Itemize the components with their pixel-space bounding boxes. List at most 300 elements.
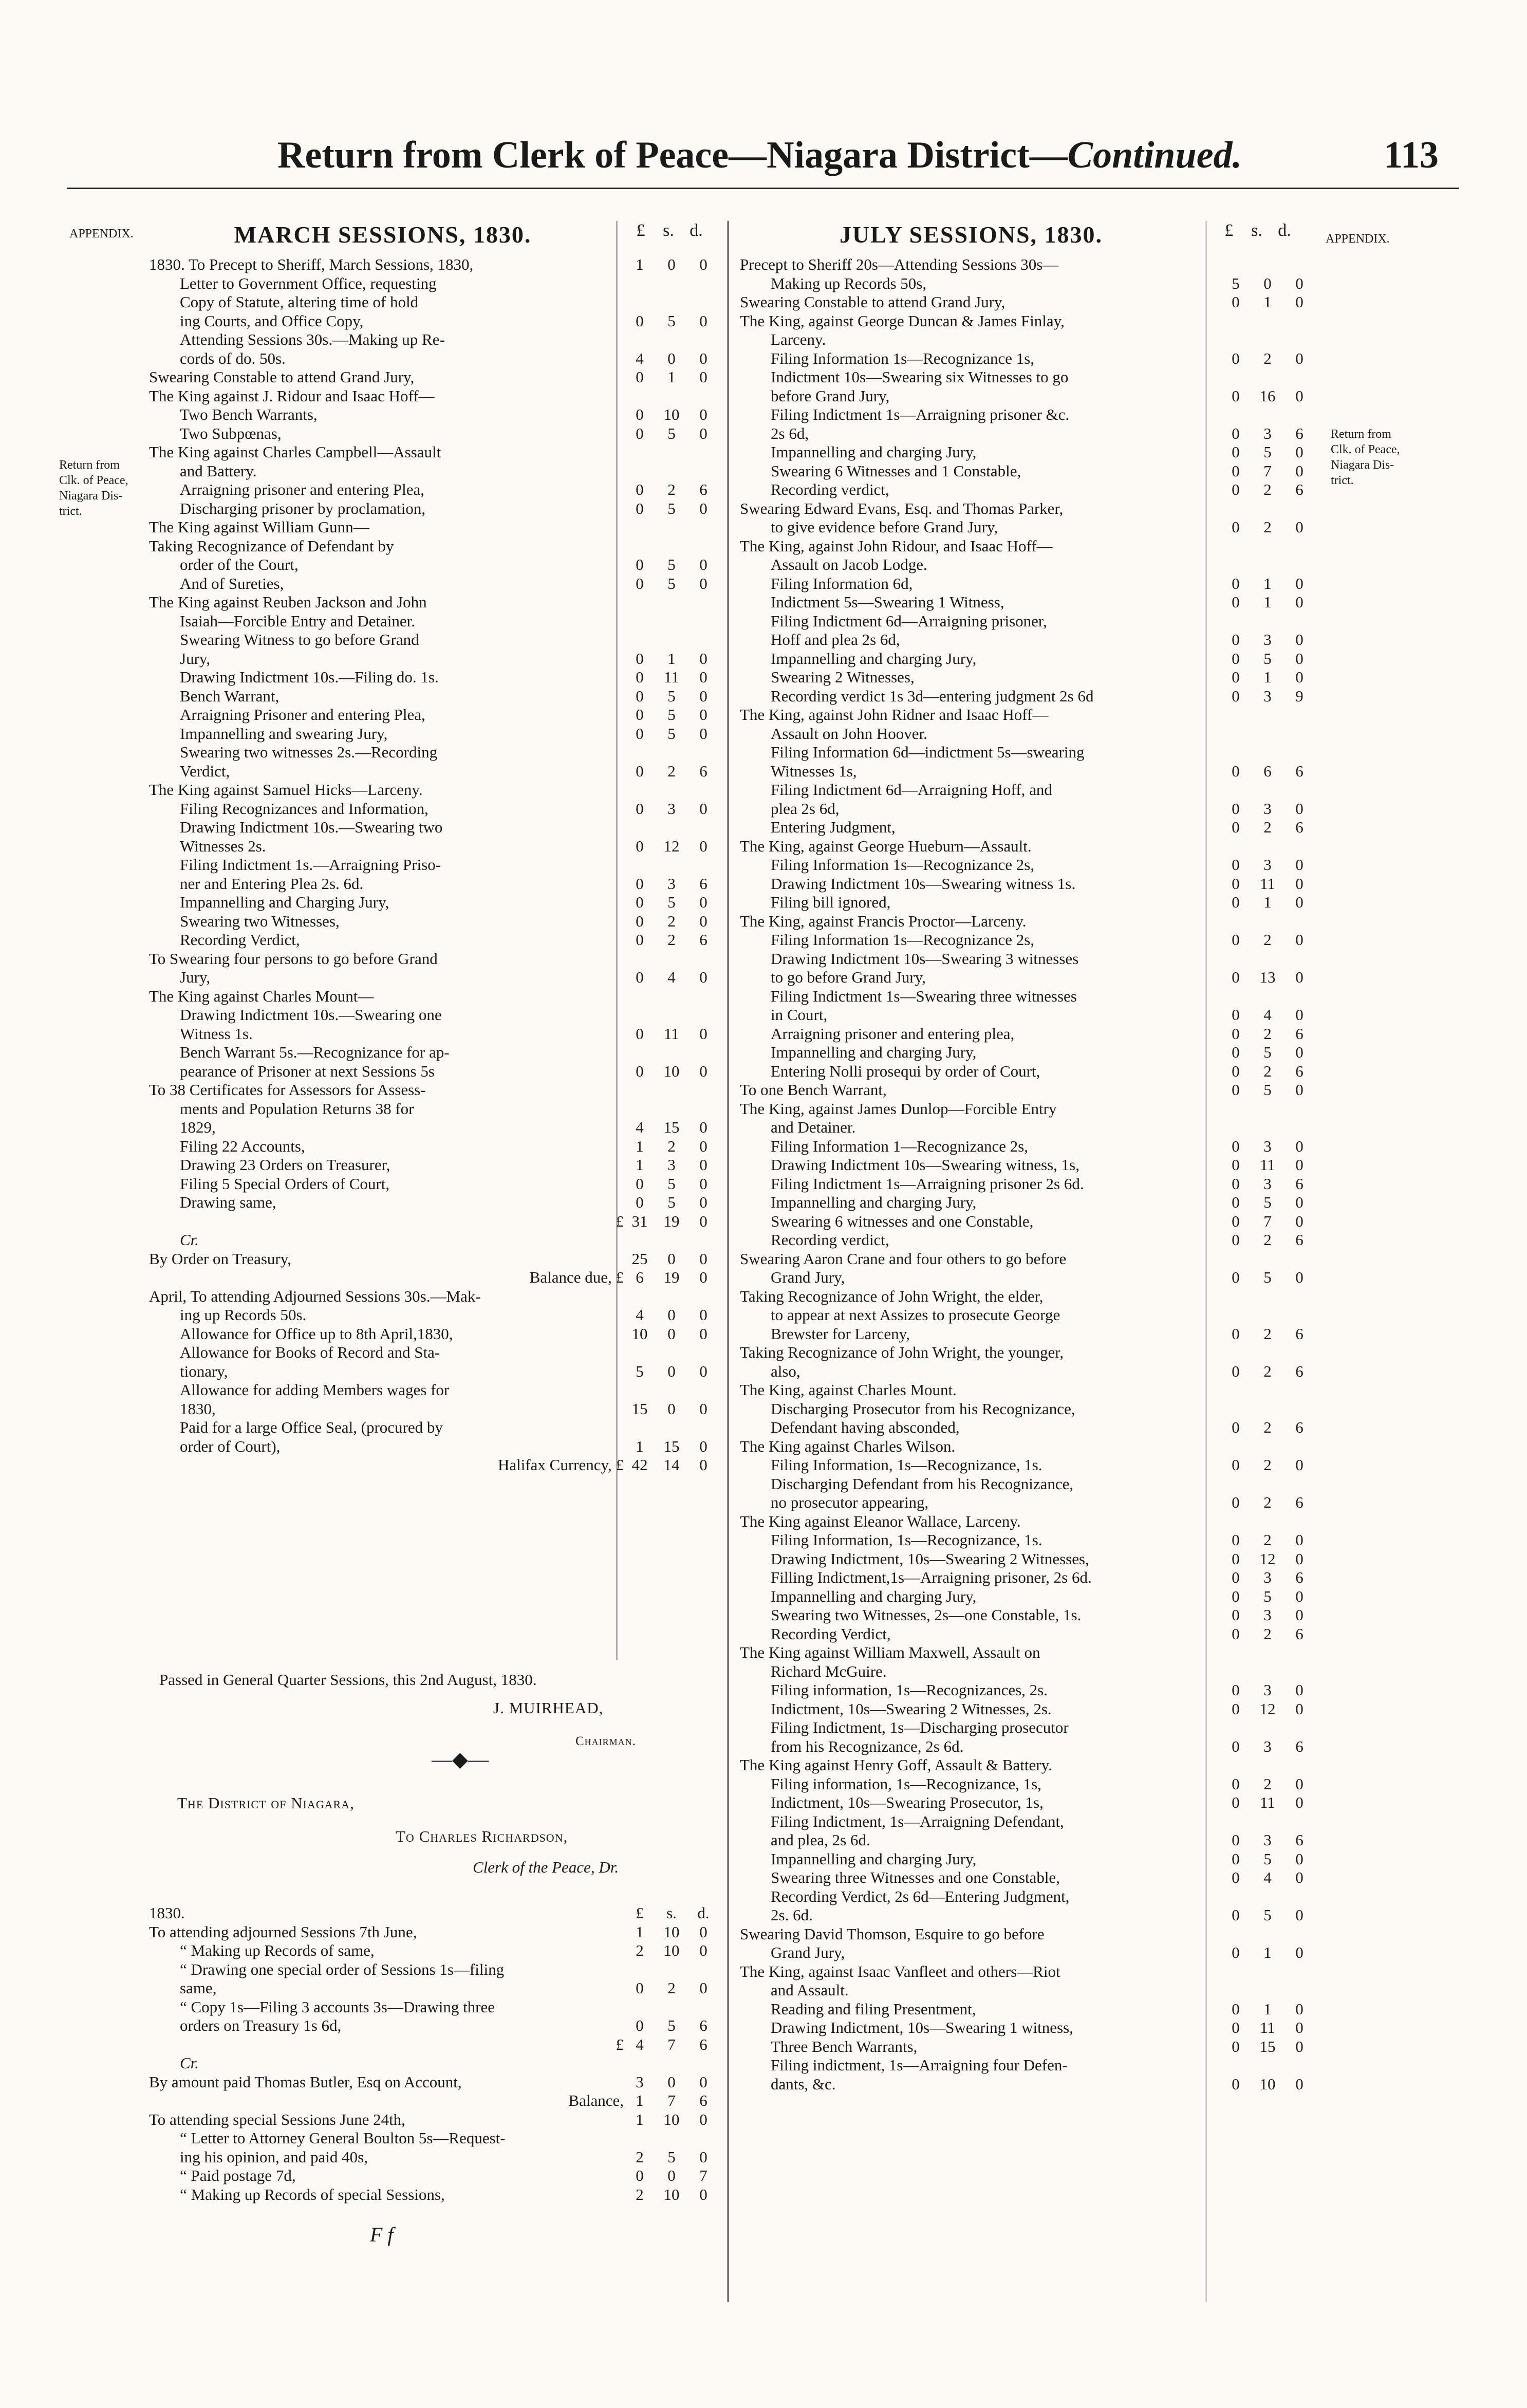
entry-row	[740, 1812, 1315, 1831]
entry-text: Filing Information 6d,	[771, 574, 913, 592]
entry-text: The King against Charles Wilson.	[740, 1437, 956, 1455]
pounds-value: 0	[636, 499, 644, 517]
entry-row	[149, 668, 719, 687]
entry-amount	[624, 1025, 719, 1044]
entry-text: Brewster for Larceny,	[771, 1324, 910, 1343]
entry-row	[149, 2054, 719, 2073]
pounds-value: 0	[636, 1024, 644, 1043]
entry-text: Filing Information, 1s—Recognizance, 1s.	[771, 1531, 1042, 1549]
pence-value: 0	[1295, 1681, 1303, 1699]
pounds-value: 0	[636, 687, 644, 705]
entry-text: Copy of Statute, altering time of hold	[180, 293, 419, 311]
entry-row	[740, 462, 1315, 481]
entry-row	[149, 1456, 719, 1475]
entry-row	[149, 1400, 719, 1419]
shillings-value: 15	[1259, 2037, 1276, 2055]
pounds-value: 5	[636, 1362, 644, 1380]
pence-value: 6	[1295, 1324, 1303, 1343]
pence-value: 0	[1295, 2074, 1303, 2093]
entry-text: Swearing Constable to attend Grand Jury,	[149, 368, 415, 386]
pounds-value: 0	[636, 1062, 644, 1080]
entry-amount	[624, 687, 719, 706]
entry-row	[740, 1868, 1315, 1887]
entry-row	[740, 312, 1315, 331]
entry-text: The King against Eleanor Wallace, Larceny.	[740, 1512, 1021, 1530]
pounds-value: 0	[1232, 1456, 1240, 1474]
entry-text: The King, against Isaac Vanfleet and others—Riot	[740, 1962, 1060, 1980]
entry-row	[740, 1793, 1315, 1812]
shillings-value: 1	[1263, 1943, 1272, 1961]
entry-row	[149, 255, 719, 274]
shillings-value: 2	[1263, 480, 1272, 498]
entry-amount	[1220, 1906, 1315, 1925]
entry-amount	[624, 2166, 719, 2185]
pounds-value: 0	[1232, 2037, 1240, 2055]
pounds-value: 4	[636, 2035, 644, 2053]
entry-amount	[624, 1268, 719, 1287]
pence-value: 6	[1295, 1737, 1303, 1755]
entry-row	[740, 1100, 1315, 1119]
entry-row	[740, 1643, 1315, 1662]
entry-amount	[1220, 1681, 1315, 1700]
entry-row	[740, 1437, 1315, 1456]
entry-row	[149, 2073, 719, 2092]
entry-row	[740, 1493, 1315, 1512]
pounds-value: 0	[636, 706, 644, 724]
entry-amount	[624, 1941, 719, 1960]
pence-value: 6	[699, 2035, 707, 2053]
shillings-value: 2	[1263, 1324, 1272, 1343]
entry-amount	[1220, 668, 1315, 687]
pence-value: 0	[699, 1456, 707, 1474]
entry-text: The King, against Francis Proctor—Larceny.	[740, 912, 1027, 930]
entry-amount	[624, 349, 719, 368]
shillings-value: 2	[1263, 1362, 1272, 1380]
entry-text: from his Recognizance, 2s 6d.	[771, 1737, 964, 1755]
entry-text: Filing Information 1—Recognizance 2s,	[771, 1137, 1029, 1155]
entry-text: Recording verdict,	[771, 480, 889, 498]
entry-amount	[1220, 1362, 1315, 1381]
entry-row	[149, 1437, 719, 1456]
entry-amount	[624, 1362, 719, 1381]
entry-amount	[1220, 293, 1315, 312]
entry-row	[740, 1981, 1315, 2000]
pounds-value: 3	[636, 2072, 644, 2091]
entry-amount	[1220, 818, 1315, 837]
entry-amount	[1220, 800, 1315, 819]
entry-text: Swearing Edward Evans, Esq. and Thomas Parker,	[740, 499, 1064, 517]
pence-value: 0	[699, 2072, 707, 2091]
pounds-value: 0	[636, 724, 644, 743]
pence-value: 0	[699, 893, 707, 911]
entry-amount	[1220, 1868, 1315, 1887]
shillings-value: 3	[1263, 1606, 1272, 1624]
entry-row	[740, 687, 1315, 706]
pence-value: 0	[699, 1174, 707, 1193]
entry-text: Drawing same,	[180, 1193, 276, 1211]
entry-text: To Swearing four persons to go before Grand	[149, 949, 438, 968]
entry-row	[149, 2110, 719, 2129]
pence-value: 9	[1295, 687, 1303, 705]
pounds-value: 0	[636, 931, 644, 949]
shillings-value: 4	[1263, 1868, 1272, 1886]
pounds-value: 0	[636, 2166, 644, 2184]
shillings-value: 19	[663, 1212, 680, 1230]
shillings-value: 0	[667, 1306, 676, 1324]
shillings-value: 5	[667, 724, 676, 743]
entry-amount	[624, 762, 719, 781]
entry-row	[149, 612, 719, 631]
entry-text: Filing information, 1s—Recognizance, 1s,	[771, 1774, 1041, 1793]
pence-value: 0	[1295, 2037, 1303, 2055]
entry-amount	[1220, 424, 1315, 443]
page-title: Return from Clerk of Peace—Niagara District—Continued.	[277, 134, 1242, 176]
entry-amount	[1220, 1212, 1315, 1231]
pounds-value: 0	[1232, 1568, 1240, 1586]
pence-value: 0	[1295, 461, 1303, 480]
entry-amount	[1220, 2000, 1315, 2019]
entry-amount	[1220, 893, 1315, 912]
entry-amount	[624, 1175, 719, 1194]
entry-row	[740, 1137, 1315, 1156]
entry-text: Indictment 5s—Swearing 1 Witness,	[771, 593, 1004, 611]
entry-row	[149, 1231, 719, 1250]
pounds-value: 0	[636, 668, 644, 686]
entry-text: Taking Recognizance of Defendant by	[149, 536, 394, 555]
entry-text: Halifax Currency, £	[497, 1456, 624, 1474]
entry-row	[740, 537, 1315, 556]
entry-row	[740, 1006, 1315, 1025]
pence-value: 0	[699, 1306, 707, 1324]
entry-amount	[624, 2110, 719, 2129]
pounds-value: 0	[1232, 893, 1240, 911]
page-number: 113	[1384, 134, 1439, 176]
pence-value: 0	[1295, 1793, 1303, 1811]
entry-text: “ Letter to Attorney General Boulton 5s—Request-	[180, 2129, 506, 2147]
shillings-value: 11	[1260, 874, 1275, 893]
entry-amount	[1220, 2075, 1315, 2094]
pence-value: 0	[1295, 1699, 1303, 1718]
shillings-value: 0	[667, 1324, 676, 1343]
entry-row	[740, 387, 1315, 406]
pounds-value: 0	[1232, 593, 1240, 611]
entry-row	[740, 1662, 1315, 1681]
shillings-value: 2	[1263, 1456, 1272, 1474]
pounds-value: 0	[1232, 968, 1240, 986]
pence-value: 0	[699, 1399, 707, 1418]
pounds-value: 0	[1232, 1418, 1240, 1436]
pence-value: 0	[1295, 856, 1303, 874]
entry-row	[740, 1550, 1315, 1569]
entry-text: and Detainer.	[771, 1118, 856, 1136]
entry-row	[149, 349, 719, 368]
pounds-value: 0	[636, 912, 644, 930]
shillings-value: 6	[1263, 762, 1272, 780]
entry-text: ing Courts, and Office Copy,	[180, 311, 364, 330]
pounds-value: 0	[1232, 856, 1240, 874]
pounds-value: 0	[1232, 1493, 1240, 1511]
pence-value: 0	[699, 1362, 707, 1380]
entry-text: Filing Information 1s—Recognizance 1s,	[771, 349, 1035, 367]
entry-text: Two Bench Warrants,	[180, 405, 318, 423]
entry-amount	[1220, 1231, 1315, 1250]
entry-amount	[1220, 1025, 1315, 1044]
pounds-value: 0	[636, 968, 644, 986]
entry-text: The King, against Charles Mount.	[740, 1381, 957, 1399]
entry-row	[740, 593, 1315, 612]
right-margin-note: Return from Clk. of Peace, Niagara Dis- trict.	[1331, 428, 1400, 487]
entry-row	[740, 1831, 1315, 1850]
entry-row	[740, 274, 1315, 293]
entry-amount	[1220, 1737, 1315, 1756]
entry-row	[149, 2035, 719, 2054]
entry-text: ing up Records 50s.	[180, 1306, 307, 1324]
shillings-value: 3	[667, 874, 676, 893]
entry-row	[149, 1960, 719, 1979]
pounds-value: 1	[636, 1922, 644, 1941]
shillings-value: 0	[667, 2166, 676, 2184]
pence-value: 0	[1295, 1606, 1303, 1624]
entry-amount	[1220, 762, 1315, 781]
shillings-value: 2	[1263, 1062, 1272, 1080]
entry-row	[149, 1212, 719, 1231]
shillings-value: 13	[1259, 968, 1276, 986]
entry-row	[149, 555, 719, 575]
pence-value: 6	[1295, 1624, 1303, 1643]
shillings-value: 16	[1259, 386, 1276, 405]
entry-row	[740, 1456, 1315, 1475]
pence-value: 0	[699, 2110, 707, 2128]
entry-row	[740, 405, 1315, 424]
entry-row	[740, 650, 1315, 669]
entry-text: “ Making up Records of same,	[180, 1941, 375, 1959]
shillings-value: 0	[667, 2072, 676, 2091]
entry-row	[149, 968, 719, 987]
entry-text: and plea, 2s 6d.	[771, 1831, 870, 1849]
entry-amount	[1220, 1418, 1315, 1437]
pence-value: 6	[1295, 1024, 1303, 1043]
entry-row	[740, 1062, 1315, 1081]
entry-text: same,	[180, 1979, 217, 1997]
entry-text: Swearing 2 Witnesses,	[771, 668, 915, 686]
shillings-value: 5	[667, 499, 676, 517]
pounds-value: 0	[636, 874, 644, 893]
pence-value: 0	[699, 424, 707, 442]
left-appendix-label: APPENDIX.	[69, 227, 134, 240]
entry-text: Filing Indictment 1s—Swearing three witnesses	[771, 987, 1077, 1005]
pounds-value: 2	[636, 1941, 644, 1959]
entry-text: Filing Indictment, 1s—Discharging prosecutor	[771, 1718, 1069, 1736]
shillings-value: 11	[1260, 1156, 1275, 1174]
pence-value: 0	[1295, 1999, 1303, 2018]
shillings-value: 5	[1263, 1849, 1272, 1868]
entry-text: Filing Indictment 1s—Arraigning prisoner 2s 6d.	[771, 1174, 1084, 1193]
entry-row	[740, 575, 1315, 594]
entry-row	[149, 1287, 719, 1306]
entry-row	[740, 1287, 1315, 1306]
pence-value: 0	[699, 2147, 707, 2166]
entry-text: Swearing Aaron Crane and four others to go before	[740, 1249, 1067, 1268]
entry-text: Filing indictment, 1s—Arraigning four Defen-	[771, 2056, 1068, 2074]
entry-amount	[624, 575, 719, 594]
shillings-value: 5	[667, 706, 676, 724]
entry-amount	[624, 1456, 719, 1475]
entry-row	[149, 330, 719, 349]
entry-text: To attending special Sessions June 24th,	[149, 2110, 405, 2128]
shillings-value: 5	[1263, 1043, 1272, 1061]
entry-text: Bench Warrant,	[180, 687, 280, 705]
entry-amount	[624, 1250, 719, 1269]
entry-text: Attending Sessions 30s.—Making up Re-	[180, 330, 445, 348]
pounds-value: 1	[636, 1137, 644, 1155]
entry-text: “ Drawing one special order of Sessions 1s—filing	[180, 1960, 505, 1978]
entry-row	[149, 2185, 719, 2205]
entry-row	[149, 387, 719, 406]
entry-text: Swearing David Thomson, Esquire to go before	[740, 1924, 1045, 1943]
entry-text: 1830. To Precept to Sheriff, March Sessions, 1830,	[149, 255, 474, 273]
pounds-value: 0	[1232, 574, 1240, 592]
pounds-value: 0	[636, 1174, 644, 1193]
entry-row	[149, 912, 719, 931]
entry-amount	[624, 1437, 719, 1456]
entry-row	[740, 818, 1315, 837]
entry-text: 1830.	[149, 1904, 185, 1922]
entry-text: Discharging prisoner by proclamation,	[180, 499, 426, 517]
entry-row	[740, 1362, 1315, 1381]
pounds-value: 0	[1232, 1943, 1240, 1961]
entry-row	[740, 368, 1315, 387]
shillings-value: 3	[1263, 1174, 1272, 1193]
shillings-value: 19	[663, 1268, 680, 1286]
entry-text: By amount paid Thomas Butler, Esq on Account,	[149, 2072, 462, 2091]
july-sessions-title: JULY SESSIONS, 1830.	[839, 221, 1103, 248]
entry-amount	[1220, 387, 1315, 406]
entry-text: order of Court),	[180, 1437, 281, 1455]
entry-text: in Court,	[771, 1006, 828, 1024]
entry-text: The King against Charles Mount—	[149, 987, 374, 1005]
entry-amount	[1220, 1325, 1315, 1344]
shillings-value: 3	[1263, 799, 1272, 818]
pounds-value: £	[636, 1904, 644, 1922]
entry-row	[740, 1212, 1315, 1231]
entry-row	[740, 1962, 1315, 1981]
entry-text: Recording verdict,	[771, 1231, 889, 1249]
pounds-value: 0	[636, 2016, 644, 2034]
entry-row	[740, 1906, 1315, 1925]
entry-row	[149, 1193, 719, 1212]
pounds-value: 0	[1232, 1906, 1240, 1924]
entry-text: order of the Court,	[180, 555, 299, 573]
entry-text: Two Subpœnas,	[180, 424, 282, 442]
entry-text: 2s. 6d.	[771, 1906, 813, 1924]
pounds-value: 5	[1232, 274, 1240, 292]
entry-text: Filing Indictment 6d—Arraigning Hoff, and	[771, 781, 1052, 799]
entry-row	[740, 1025, 1315, 1044]
entry-amount	[1220, 1137, 1315, 1156]
entry-row	[149, 2166, 719, 2185]
entry-amount	[624, 1306, 719, 1325]
entry-row	[740, 1775, 1315, 1794]
shillings-value: 0	[667, 349, 676, 367]
entry-row	[149, 1325, 719, 1344]
pounds-value: 0	[1232, 1699, 1240, 1718]
shillings-value: 0	[667, 255, 676, 273]
entry-text: By Order on Treasury,	[149, 1249, 291, 1268]
shillings-value: 3	[667, 1156, 676, 1174]
pounds-value: 0	[1232, 1006, 1240, 1024]
shillings-value: 11	[1260, 2018, 1275, 2036]
pounds-value: 0	[1232, 1212, 1240, 1230]
pounds-value: 0	[1232, 1062, 1240, 1080]
entry-text: Three Bench Warrants,	[771, 2037, 918, 2055]
entry-amount	[1220, 1850, 1315, 1869]
pounds-value: 0	[1232, 1999, 1240, 2018]
entry-row	[740, 631, 1315, 650]
entry-text: plea 2s 6d,	[771, 799, 840, 818]
entry-amount	[1220, 650, 1315, 669]
entry-row	[149, 1081, 719, 1100]
july-entries	[740, 255, 1315, 2094]
page-header	[277, 134, 1439, 180]
entry-text: and Assault.	[771, 1981, 849, 1999]
entry-text: Recording verdict 1s 3d—entering judgment 2s 6d	[771, 687, 1094, 705]
pence-value: 0	[699, 499, 707, 517]
shillings-value: 3	[1263, 1137, 1272, 1155]
june-account	[149, 1904, 719, 2204]
entry-text: Allowance for adding Members wages for	[180, 1381, 450, 1399]
entry-text: Taking Recognizance of John Wright, the elder,	[740, 1287, 1044, 1305]
entry-amount	[1220, 1193, 1315, 1212]
entry-text: Drawing Indictment, 10s—Swearing 1 witness,	[771, 2018, 1073, 2036]
entry-amount	[1220, 1606, 1315, 1625]
entry-text: Taking Recognizance of John Wright, the younger,	[740, 1343, 1064, 1361]
shillings-value: 2	[1263, 1024, 1272, 1043]
shillings-value: 2	[1263, 1493, 1272, 1511]
shillings-value: 1	[1263, 1999, 1272, 2018]
entry-row	[740, 1231, 1315, 1250]
pounds-value: 0	[1232, 1587, 1240, 1605]
entry-text: Larceny.	[771, 330, 826, 348]
entry-row	[740, 1175, 1315, 1194]
pence-value: 0	[699, 724, 707, 743]
entry-amount	[1220, 1531, 1315, 1550]
entry-text: Impannelling and charging Jury,	[771, 1043, 977, 1061]
left-margin-note: Return from Clk. of Peace, Niagara Dis- trict.	[59, 458, 128, 518]
pence-value: 0	[1295, 1531, 1303, 1549]
entry-text: The King against J. Ridour and Isaac Hoff—	[149, 386, 435, 405]
entry-amount	[1220, 1156, 1315, 1175]
entry-text: Allowance for Office up to 8th April,1830,	[180, 1324, 453, 1343]
entry-row	[149, 950, 719, 969]
pence-value: 0	[699, 1941, 707, 1959]
entry-text: to appear at next Assizes to prosecute George	[771, 1306, 1060, 1324]
entry-amount	[1220, 1268, 1315, 1287]
entry-text: Grand Jury,	[771, 1943, 845, 1961]
shillings-value: 5	[667, 2016, 676, 2034]
entry-text: Isaiah—Forcible Entry and Detainer.	[180, 612, 415, 630]
entry-row	[740, 706, 1315, 725]
ornament-icon: —◆—	[432, 1748, 489, 1771]
entry-text: Filing Indictment 1s—Arraigning prisoner &c.	[771, 405, 1070, 423]
shillings-value: 10	[663, 1922, 680, 1941]
pence-value: 0	[1295, 1868, 1303, 1886]
entry-text: To one Bench Warrant,	[740, 1081, 887, 1099]
pence-value: 0	[1295, 1081, 1303, 1099]
entry-text: The King against William Gunn—	[149, 518, 369, 536]
entry-row	[149, 368, 719, 387]
shillings-value: 1	[1263, 574, 1272, 592]
entry-row	[149, 743, 719, 762]
